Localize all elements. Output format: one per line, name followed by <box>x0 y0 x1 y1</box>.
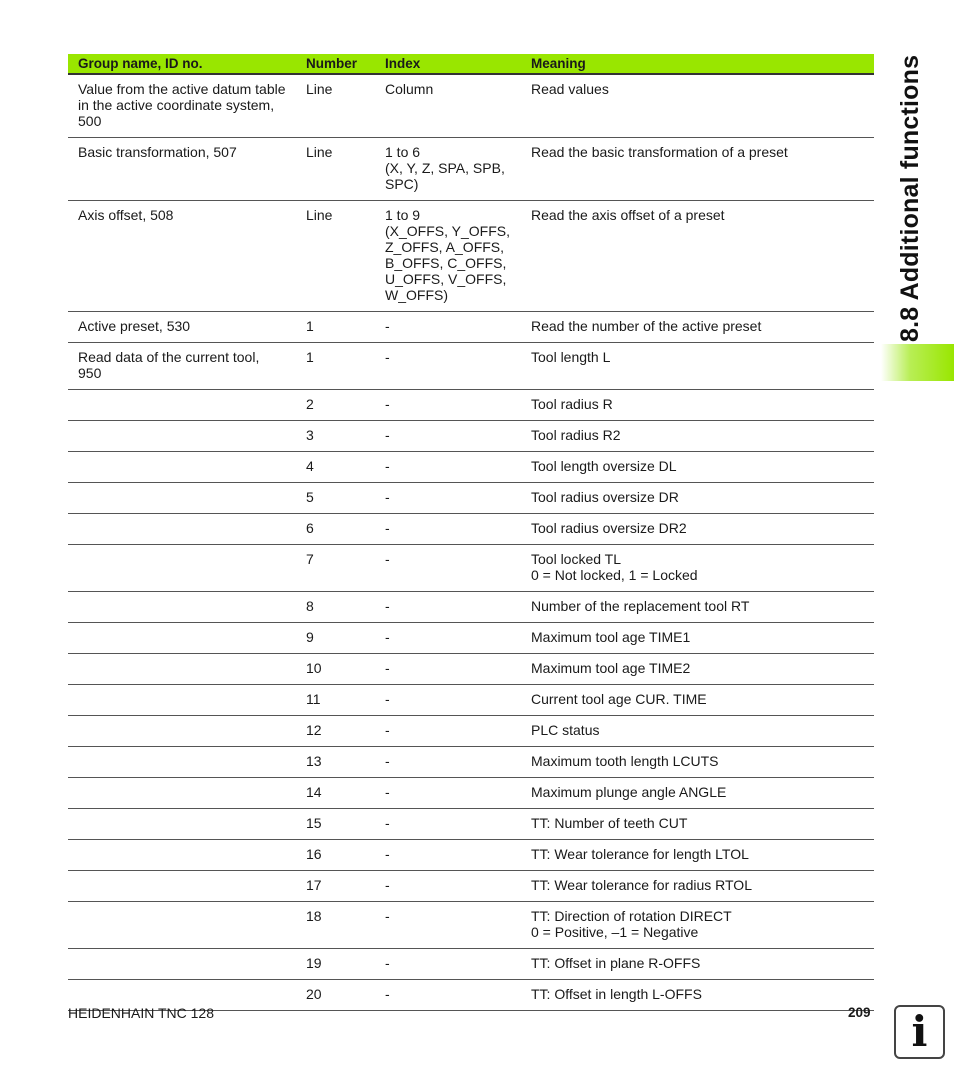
cell-index: - <box>375 809 521 840</box>
cell-number: 20 <box>296 980 375 1011</box>
cell-meaning: Tool radius oversize DR2 <box>521 514 874 545</box>
header-group-name: Group name, ID no. <box>68 54 296 74</box>
cell-number: 15 <box>296 809 375 840</box>
cell-group-name <box>68 390 296 421</box>
cell-index: - <box>375 685 521 716</box>
cell-meaning: TT: Offset in length L-OFFS <box>521 980 874 1011</box>
table-row <box>68 778 874 809</box>
table-row <box>68 840 874 871</box>
cell-meaning: Read values <box>521 74 874 138</box>
cell-group-name <box>68 452 296 483</box>
cell-number: 14 <box>296 778 375 809</box>
cell-number: 6 <box>296 514 375 545</box>
cell-group-name <box>68 623 296 654</box>
table-row <box>68 654 874 685</box>
cell-group-name <box>68 592 296 623</box>
table-row <box>68 452 874 483</box>
info-icon <box>894 1005 945 1059</box>
cell-meaning: Tool radius R <box>521 390 874 421</box>
cell-group-name <box>68 716 296 747</box>
cell-meaning: TT: Number of teeth CUT <box>521 809 874 840</box>
cell-index: - <box>375 654 521 685</box>
table-row <box>68 809 874 840</box>
table-row <box>68 312 874 343</box>
cell-meaning: Read the axis offset of a preset <box>521 201 874 312</box>
cell-group-name <box>68 545 296 592</box>
cell-group-name: Active preset, 530 <box>68 312 296 343</box>
cell-index: - <box>375 545 521 592</box>
table-row <box>68 623 874 654</box>
cell-meaning: Maximum tool age TIME2 <box>521 654 874 685</box>
cell-group-name: Value from the active datum table in the active coordinate system, 500 <box>68 74 296 138</box>
cell-meaning: Tool locked TL 0 = Not locked, 1 = Locked <box>521 545 874 592</box>
cell-number: Line <box>296 74 375 138</box>
cell-number: 10 <box>296 654 375 685</box>
cell-index: - <box>375 623 521 654</box>
cell-index: - <box>375 390 521 421</box>
table-row <box>68 871 874 902</box>
cell-group-name: Axis offset, 508 <box>68 201 296 312</box>
cell-meaning: Read the number of the active preset <box>521 312 874 343</box>
cell-meaning: Number of the replacement tool RT <box>521 592 874 623</box>
cell-group-name <box>68 902 296 949</box>
cell-number: 4 <box>296 452 375 483</box>
cell-meaning: TT: Direction of rotation DIRECT 0 = Positive, –1 = Negative <box>521 902 874 949</box>
cell-meaning: Maximum tool age TIME1 <box>521 623 874 654</box>
cell-group-name <box>68 809 296 840</box>
cell-meaning: Maximum tooth length LCUTS <box>521 747 874 778</box>
cell-meaning: Current tool age CUR. TIME <box>521 685 874 716</box>
cell-group-name <box>68 514 296 545</box>
cell-index: - <box>375 747 521 778</box>
cell-group-name <box>68 840 296 871</box>
cell-meaning: Maximum plunge angle ANGLE <box>521 778 874 809</box>
cell-number: 3 <box>296 421 375 452</box>
cell-group-name <box>68 654 296 685</box>
cell-number: 2 <box>296 390 375 421</box>
chapter-tab-marker <box>881 344 954 381</box>
cell-index: - <box>375 902 521 949</box>
table-header-row <box>68 54 874 74</box>
cell-number: 16 <box>296 840 375 871</box>
cell-number: 18 <box>296 902 375 949</box>
cell-number: 11 <box>296 685 375 716</box>
header-meaning: Meaning <box>521 54 874 74</box>
cell-index: - <box>375 592 521 623</box>
cell-meaning: PLC status <box>521 716 874 747</box>
footer-product-name: HEIDENHAIN TNC 128 <box>68 1005 215 1021</box>
cell-number: Line <box>296 138 375 201</box>
info-icon-glyph: i <box>911 1007 928 1056</box>
cell-index: - <box>375 421 521 452</box>
header-number: Number <box>296 54 375 74</box>
parameter-table <box>68 54 874 1011</box>
cell-index: - <box>375 871 521 902</box>
cell-index: - <box>375 483 521 514</box>
table-row <box>68 421 874 452</box>
cell-meaning: Read the basic transformation of a preset <box>521 138 874 201</box>
cell-meaning: TT: Wear tolerance for radius RTOL <box>521 871 874 902</box>
cell-index: - <box>375 312 521 343</box>
cell-number: 5 <box>296 483 375 514</box>
cell-group-name: Read data of the current tool, 950 <box>68 343 296 390</box>
cell-index: 1 to 6 (X, Y, Z, SPA, SPB, SPC) <box>375 138 521 201</box>
table-row <box>68 201 874 312</box>
cell-number: 8 <box>296 592 375 623</box>
cell-meaning: Tool length L <box>521 343 874 390</box>
cell-index: - <box>375 949 521 980</box>
cell-index: - <box>375 343 521 390</box>
cell-meaning: Tool length oversize DL <box>521 452 874 483</box>
cell-group-name <box>68 747 296 778</box>
cell-index: - <box>375 452 521 483</box>
chapter-title: 8.8 Additional functions <box>896 54 924 342</box>
parameter-table-container <box>68 54 874 1011</box>
table-body <box>68 74 874 1011</box>
cell-group-name <box>68 949 296 980</box>
table-row <box>68 390 874 421</box>
cell-index: 1 to 9 (X_OFFS, Y_OFFS, Z_OFFS, A_OFFS, B_OFFS, C_OFFS, U_OFFS, V_OFFS, W_OFFS) <box>375 201 521 312</box>
cell-group-name <box>68 685 296 716</box>
table-row <box>68 483 874 514</box>
cell-number: 1 <box>296 312 375 343</box>
cell-number: 17 <box>296 871 375 902</box>
cell-group-name <box>68 483 296 514</box>
page-number: 209 <box>848 1005 871 1020</box>
cell-meaning: TT: Offset in plane R-OFFS <box>521 949 874 980</box>
cell-number: 12 <box>296 716 375 747</box>
cell-group-name <box>68 421 296 452</box>
table-row <box>68 138 874 201</box>
table-row <box>68 545 874 592</box>
table-row <box>68 716 874 747</box>
table-row <box>68 343 874 390</box>
cell-number: 19 <box>296 949 375 980</box>
cell-meaning: TT: Wear tolerance for length LTOL <box>521 840 874 871</box>
cell-number: 1 <box>296 343 375 390</box>
cell-index: - <box>375 716 521 747</box>
table-row <box>68 747 874 778</box>
cell-index: - <box>375 778 521 809</box>
cell-index: Column <box>375 74 521 138</box>
cell-group-name <box>68 871 296 902</box>
cell-number: 9 <box>296 623 375 654</box>
cell-group-name <box>68 778 296 809</box>
table-row <box>68 685 874 716</box>
cell-meaning: Tool radius oversize DR <box>521 483 874 514</box>
cell-group-name: Basic transformation, 507 <box>68 138 296 201</box>
cell-number: Line <box>296 201 375 312</box>
table-row <box>68 949 874 980</box>
cell-number: 7 <box>296 545 375 592</box>
cell-index: - <box>375 514 521 545</box>
table-row <box>68 592 874 623</box>
cell-number: 13 <box>296 747 375 778</box>
header-index: Index <box>375 54 521 74</box>
table-row <box>68 514 874 545</box>
cell-index: - <box>375 980 521 1011</box>
table-row <box>68 74 874 138</box>
cell-meaning: Tool radius R2 <box>521 421 874 452</box>
table-row <box>68 902 874 949</box>
cell-index: - <box>375 840 521 871</box>
